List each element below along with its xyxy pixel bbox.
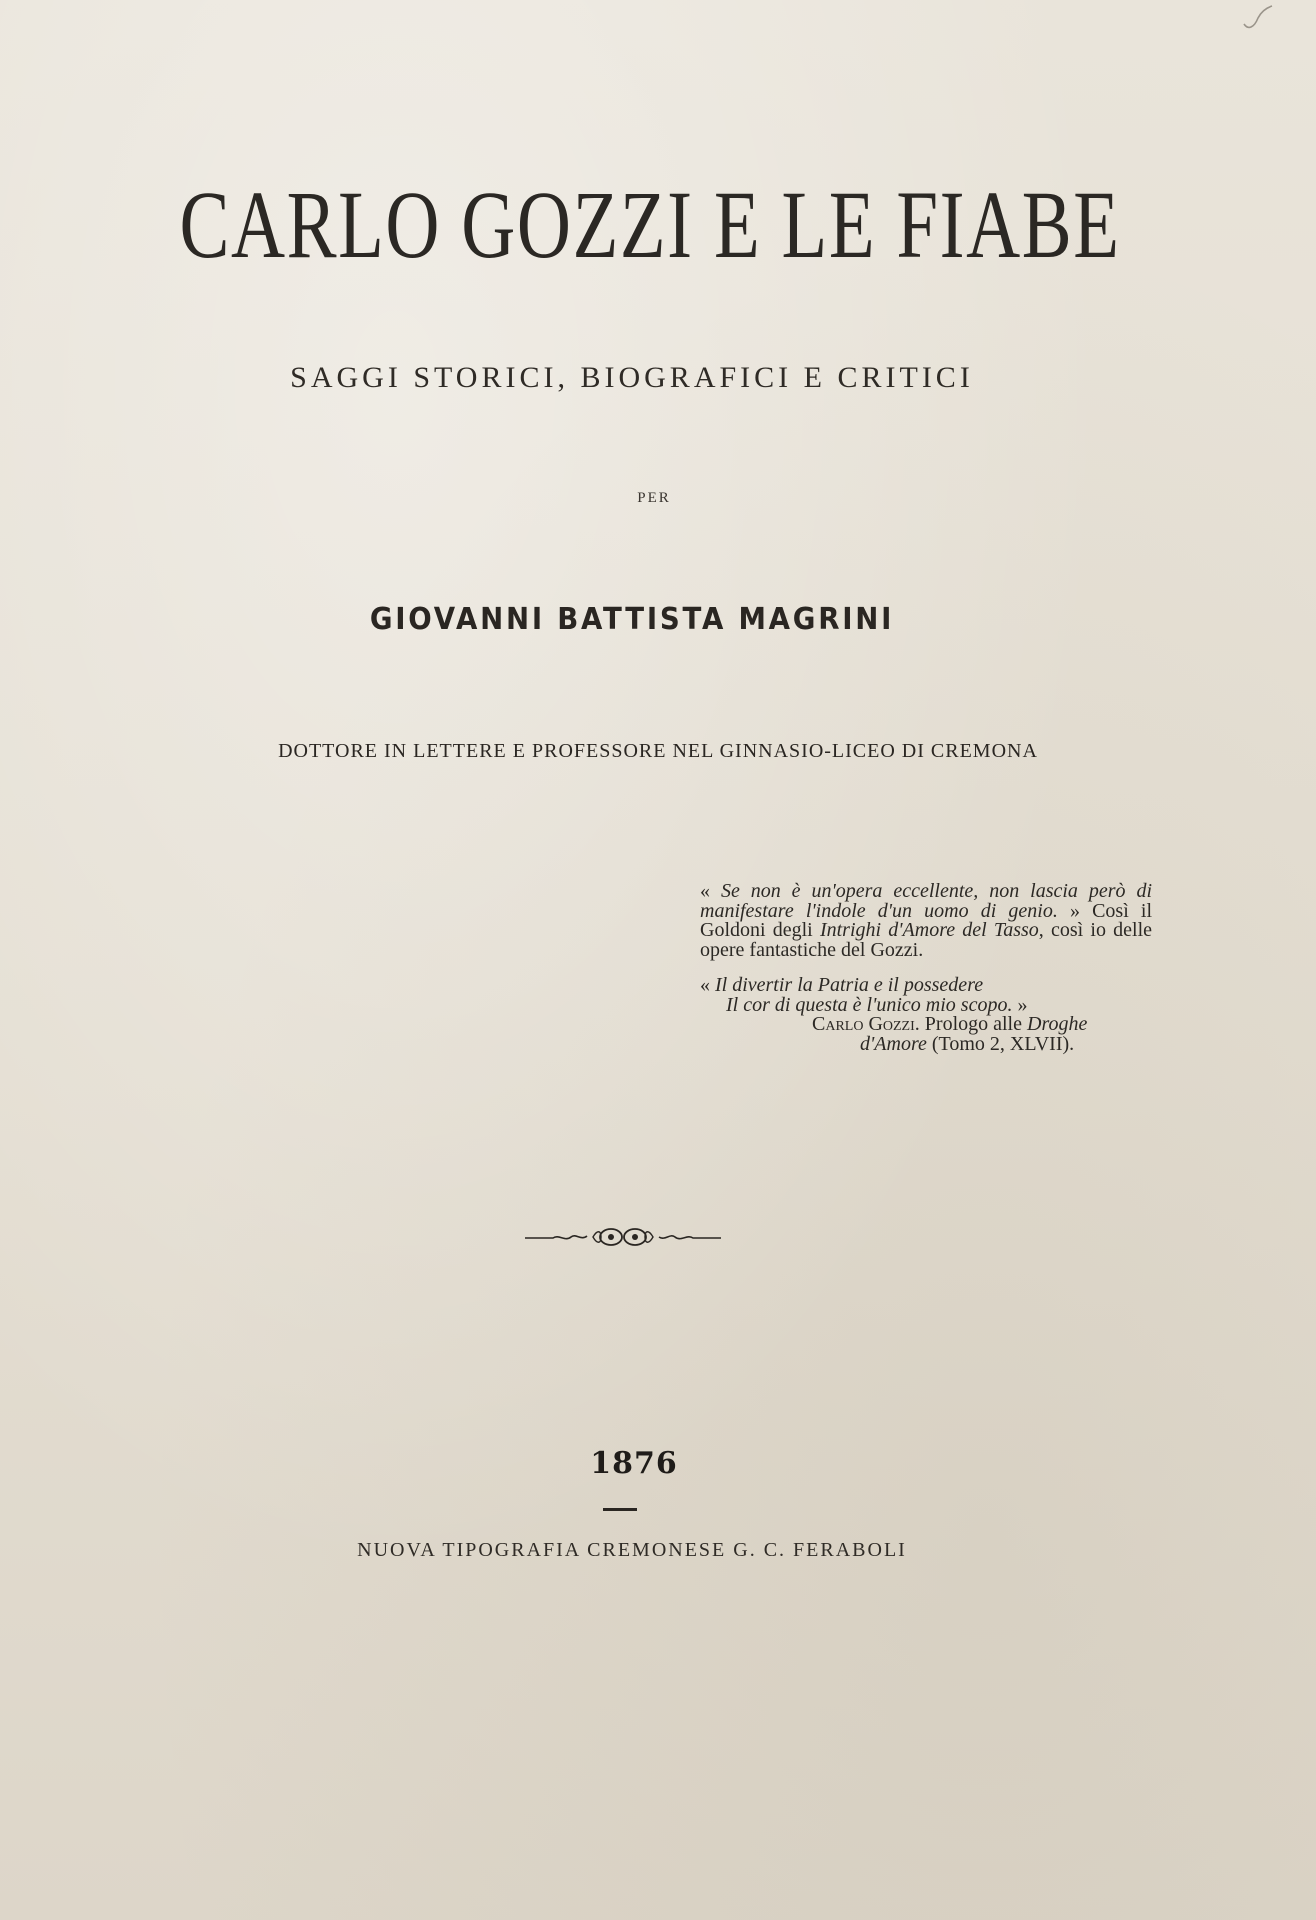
attribution-text: . Prologo alle xyxy=(914,1013,1022,1035)
epigraph-comment-2: , così io delle opere fantastiche del Gozzi. xyxy=(700,919,1153,961)
short-rule xyxy=(603,1508,637,1511)
pencil-mark-icon xyxy=(1238,4,1278,34)
verse-open-quote: « xyxy=(700,974,710,996)
attribution-line-2 xyxy=(700,1032,1152,1055)
floral-ornament-icon xyxy=(523,1222,723,1252)
by-line: PER xyxy=(637,490,671,506)
attribution-author: Carlo Gozzi xyxy=(812,1013,915,1035)
publication-year: 1876 xyxy=(590,1446,678,1481)
attribution-work-2: d'Amore xyxy=(860,1032,927,1055)
book-subtitle: SAGGI STORICI, BIOGRAFICI E CRITICI xyxy=(290,361,974,394)
book-title: CARLO GOZZI E LE FIABE xyxy=(179,171,1121,278)
attribution-work-1: Droghe xyxy=(1027,1013,1088,1035)
verse-close-quote: » xyxy=(1017,993,1028,1016)
author-credentials: DOTTORE IN LETTERE E PROFESSORE NEL GINNASIO-LICEO DI CREMONA xyxy=(278,740,1038,762)
open-quote: « xyxy=(700,880,710,902)
printer-imprint: NUOVA TIPOGRAFIA CREMONESE G. C. FERABOLI xyxy=(357,1539,907,1561)
epigraph-work-title: Intrighi d'Amore del Tasso xyxy=(819,919,1039,941)
close-quote: » xyxy=(1069,899,1080,922)
epigraph-quote: Se non è un'opera eccellente, non lascia però di manifestare l'indole d'un uomo di genio. xyxy=(700,880,1152,922)
author-name: GIOVANNI BATTISTA MAGRINI xyxy=(369,602,895,637)
epigraph-comment-1: Così il Goldoni degli xyxy=(700,899,1153,941)
epigraph xyxy=(700,882,1152,1054)
verse-line-2: Il cor di questa è l'unico mio scopo. xyxy=(726,993,1013,1016)
epigraph-prose xyxy=(700,882,1152,960)
epigraph-verse xyxy=(700,976,1152,1054)
verse-line-1: Il divertir la Patria e il possedere xyxy=(715,974,984,996)
attribution-ref: (Tomo 2, XLVII). xyxy=(931,1032,1075,1055)
